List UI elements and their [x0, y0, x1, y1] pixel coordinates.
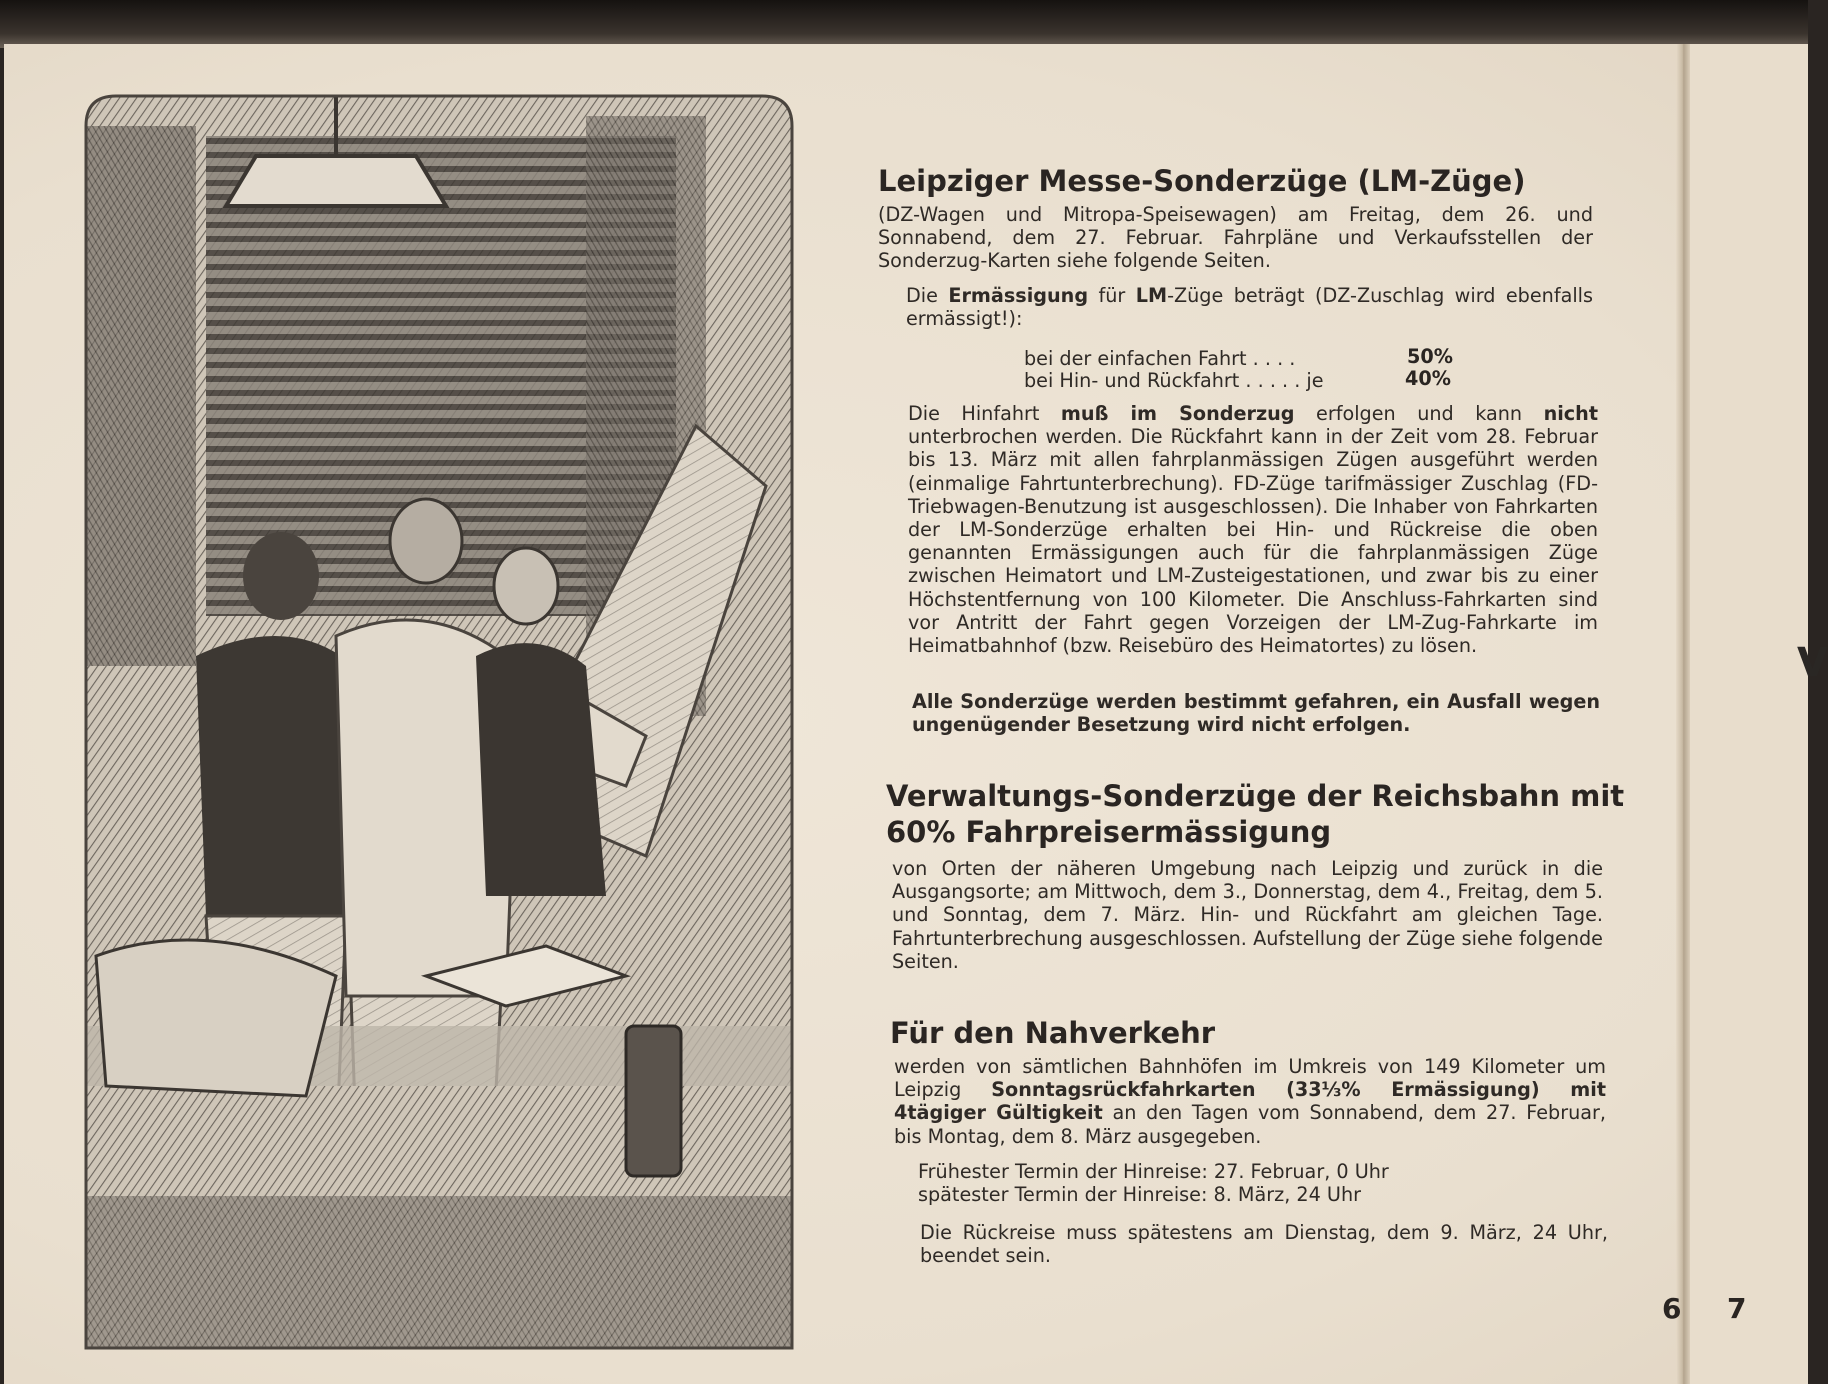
discount-text: für: [1088, 284, 1136, 307]
earliest-departure: Frühester Termin der Hinreise: 27. Februar, 0 Uhr: [918, 1160, 1389, 1183]
discount-text: -Züge beträgt (DZ-Zuschlag wird ebenfalls ermässigt!):: [906, 284, 1593, 331]
discount-bold: LM: [1135, 284, 1168, 307]
section3-title: Für den Nahverkehr: [890, 1016, 1216, 1050]
body-text: Die Hinfahrt: [908, 402, 1061, 425]
discount-bold: Ermässigung: [948, 284, 1089, 307]
section2-title-line1: Verwaltungs-Sonderzüge der Reichsbahn mit: [886, 779, 1625, 813]
section1-intro: (DZ-Wagen und Mitropa-Speisewagen) am Freitag, dem 26. und Sonnabend, dem 27. Februar. Fahrpläne und Verkaufsstellen der Sonderzug-Karten siehe folgende Seiten.: [878, 203, 1593, 273]
latest-departure: spätester Termin der Hinreise: 8. März, 24 Uhr: [918, 1183, 1362, 1206]
body-text: werden von sämtlichen Bahnhöfen im Umkreis von 149 Kilometer um Leipzig: [894, 1055, 1606, 1102]
next-page-edge: [1690, 44, 1808, 1384]
page-number-left: 6: [1662, 1292, 1682, 1325]
section1-title: Leipziger Messe-Sonderzüge (LM-Züge): [878, 164, 1526, 198]
page-number-right: 7: [1727, 1292, 1747, 1325]
body-text: an den Tagen vom Sonnabend, dem 27. Februar, bis Montag, dem 8. März ausgegeben.: [894, 1101, 1606, 1148]
body-bold: Sonntagsrückfahrkarten (33⅓% Ermässigung) mit 4tägiger Gültigkeit: [894, 1078, 1606, 1125]
rate-return-label: bei Hin- und Rückfahrt . . . . . je: [1024, 369, 1324, 392]
section1-body: [908, 402, 1598, 657]
scan-background: [0, 0, 1808, 48]
section2-body: von Orten der näheren Umgebung nach Leipzig und zurück in die Ausgangsorte; am Mittwoch, dem 3., Donnerstag, dem 4., Freitag, dem 5. und Sonntag, dem 7. März. Hin- und Rückfahrt am gleichen Tage. Fahrtunterbrechung ausgeschlossen. Aufstellung der Züge siehe folgende Seiten.: [892, 857, 1603, 973]
rate-return-value: 40%: [1405, 367, 1451, 390]
body-text: erfolgen und kann: [1294, 402, 1544, 425]
rate-single-label: bei der einfachen Fahrt . . . .: [1024, 347, 1296, 370]
section3-body: [894, 1055, 1606, 1148]
section1-closing: Alle Sonderzüge werden bestimmt gefahren, ein Ausfall wegen ungenügender Besetzung wird nicht erfolgen.: [912, 690, 1600, 737]
page-gutter: [1676, 44, 1690, 1384]
return-deadline: Die Rückreise muss spätestens am Dienstag, dem 9. März, 24 Uhr, beendet sein.: [920, 1221, 1608, 1268]
body-text: unterbrochen werden. Die Rückfahrt kann in der Zeit vom 28. Februar bis 13. März mit allen fahrplanmässigen Zügen ausgeführt werden (einmalige Fahrtunterbrechung). FD-Züge tarifmässiger Zuschlag (FD-Triebwagen-Benutzung ist ausgeschlossen). Die Inhaber von Fahrkarten der LM-Sonderzüge erhalten bei Hin- und Rückreise die oben genannten Ermässigungen auch für die fahrplanmässigen Züge zwischen Heimatort und LM-Zusteigestationen, und zwar bis zu einer Höchstentfernung von 100 Kilometer. Die Anschluss-Fahrkarten sind vor Antritt der Fahrt gegen Vorzeigen der LM-Zug-Fahrkarte im Heimatbahnhof (bzw. Reisebüro des Heimatortes) zu lösen.: [908, 425, 1598, 658]
next-page-letter: V: [1797, 640, 1828, 686]
rate-single-value: 50%: [1407, 345, 1453, 368]
body-bold: nicht: [1543, 402, 1599, 425]
pencil-illustration: [86, 96, 792, 1348]
discount-text: Die: [906, 284, 949, 307]
section1-discount: [906, 284, 1593, 330]
section2-title-line2: 60% Fahrpreisermässigung: [886, 815, 1332, 849]
body-bold: muß im Sonderzug: [1060, 402, 1295, 425]
